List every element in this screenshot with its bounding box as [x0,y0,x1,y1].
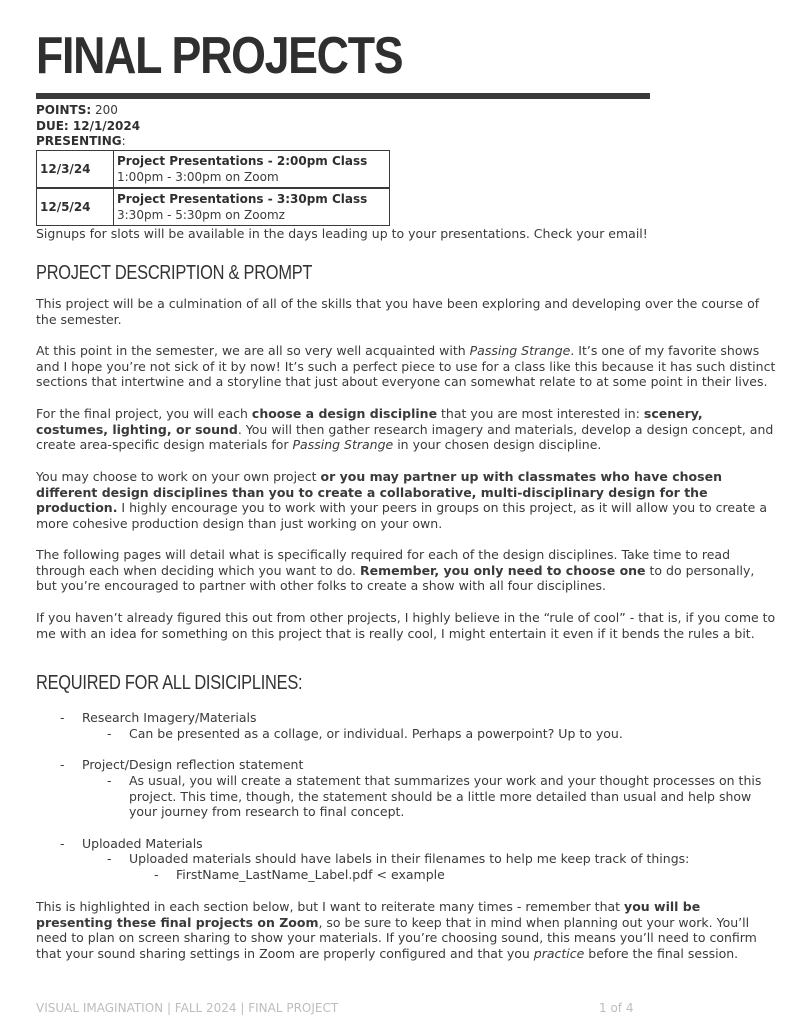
presentation-title: Project Presentations - 2:00pm Class [117,154,368,168]
presentation-details [114,188,390,226]
list-bullet: - [107,726,112,741]
presentation-details [114,151,390,189]
section-heading-description: PROJECT DESCRIPTION & PROMPT [36,262,313,284]
list-subitem: As usual, you will create a statement that summarizes your work and your thought processes on this project. This time, though, the statement should be a little more detailed than usual and help show your journey from research to final concept. [129,773,762,820]
paragraph-design-discipline: For the final project, you will each choose a design discipline that you are most interested in: scenery, costumes, lighting, or sound. You will then gather research imagery and materials, develop a design concept, and create area-specific design materials for Passing Strange in your chosen design discipline. [36,406,774,453]
paragraph-passing-strange: At this point in the semester, we are all so very well acquainted with Passing Strange. It’s one of my favorite shows and I hope you’re not sick of it by now! It’s such a perfect piece to use for a class like this because it has such distinct sections that intertwine and a storyline that just about everyone can somewhat relate to at some point in their lives. [36,343,776,390]
list-subsubitem: FirstName_LastName_Label.pdf < example [176,867,445,882]
footer-course-info: VISUAL IMAGINATION | FALL 2024 | FINAL PROJECT [36,1001,339,1015]
section-heading-required: REQUIRED FOR ALL DISICIPLINES: [36,672,303,694]
table-row [37,188,390,226]
points-line [36,103,140,119]
presentation-schedule-table [36,150,390,226]
paragraph-rule-of-cool: If you haven’t already figured this out from other projects, I highly believe in the “rule of cool” - that is, if you come to me with an idea for something on this project that is really cool, I might entertain it even if it bends the rules a bit. [36,610,776,641]
list-subitem: Uploaded materials should have labels in their filenames to help me keep track of things: [129,851,690,866]
presentation-date: 12/3/24 [37,151,114,189]
title-divider [36,93,650,99]
list-bullet: - [60,757,65,772]
list-bullet: - [107,851,112,866]
paragraph-intro: This project will be a culmination of all of the skills that you have been exploring and developing over the course of the semester. [36,296,760,327]
signup-note: Signups for slots will be available in the days leading up to your presentations. Check your email! [36,226,648,241]
presenting-label: PRESENTING [36,134,122,148]
paragraph-zoom-reminder: This is highlighted in each section below, but I want to reiterate many times - remember that you will be presenting these final projects on Zoom, so be sure to keep that in mind when planning out your work. You’ll need to plan on screen sharing to show your materials. If you’re choosing sound, this means you’ll need to confirm that your sound sharing settings in Zoom are properly configured and that you practice before the final session. [36,899,757,962]
assignment-meta [36,103,140,150]
due-line [36,119,140,135]
presentation-time: 1:00pm - 3:00pm on Zoom [117,170,279,184]
list-item: Research Imagery/Materials [82,710,257,725]
list-bullet: - [107,773,112,788]
paragraph-following-pages: The following pages will detail what is specifically required for each of the design disciplines. Take time to read through each when deciding which you want to do. Remember, you only need to choose one to do personally, but you’re encouraged to partner with other folks to create a show with all four disciplines. [36,547,755,594]
list-item: Project/Design reflection statement [82,757,304,772]
presentation-title: Project Presentations - 3:30pm Class [117,192,368,206]
table-row [37,151,390,189]
list-bullet: - [60,836,65,851]
page-title: FINAL PROJECTS [36,27,403,85]
list-bullet: - [60,710,65,725]
presenting-line [36,134,140,150]
presenting-colon: : [121,134,126,148]
presentation-date: 12/5/24 [37,188,114,226]
footer-page-number: 1 of 4 [599,1001,634,1015]
points-label: POINTS: [36,103,92,117]
presentation-time: 3:30pm - 5:30pm on Zoomz [117,208,285,222]
due-label: DUE: 12/1/2024 [36,118,141,133]
list-bullet: - [154,867,159,882]
points-value: 200 [94,103,118,117]
paragraph-collaboration: You may choose to work on your own project or you may partner up with classmates who have chosen different design disciplines than you to create a collaborative, multi-disciplinary design for the production. I highly encourage you to work with your peers in groups on this project, as it will allow you to create a more cohesive production design than just working on your own. [36,469,767,532]
list-subitem: Can be presented as a collage, or individual. Perhaps a powerpoint? Up to you. [129,726,623,741]
list-item: Uploaded Materials [82,836,203,851]
